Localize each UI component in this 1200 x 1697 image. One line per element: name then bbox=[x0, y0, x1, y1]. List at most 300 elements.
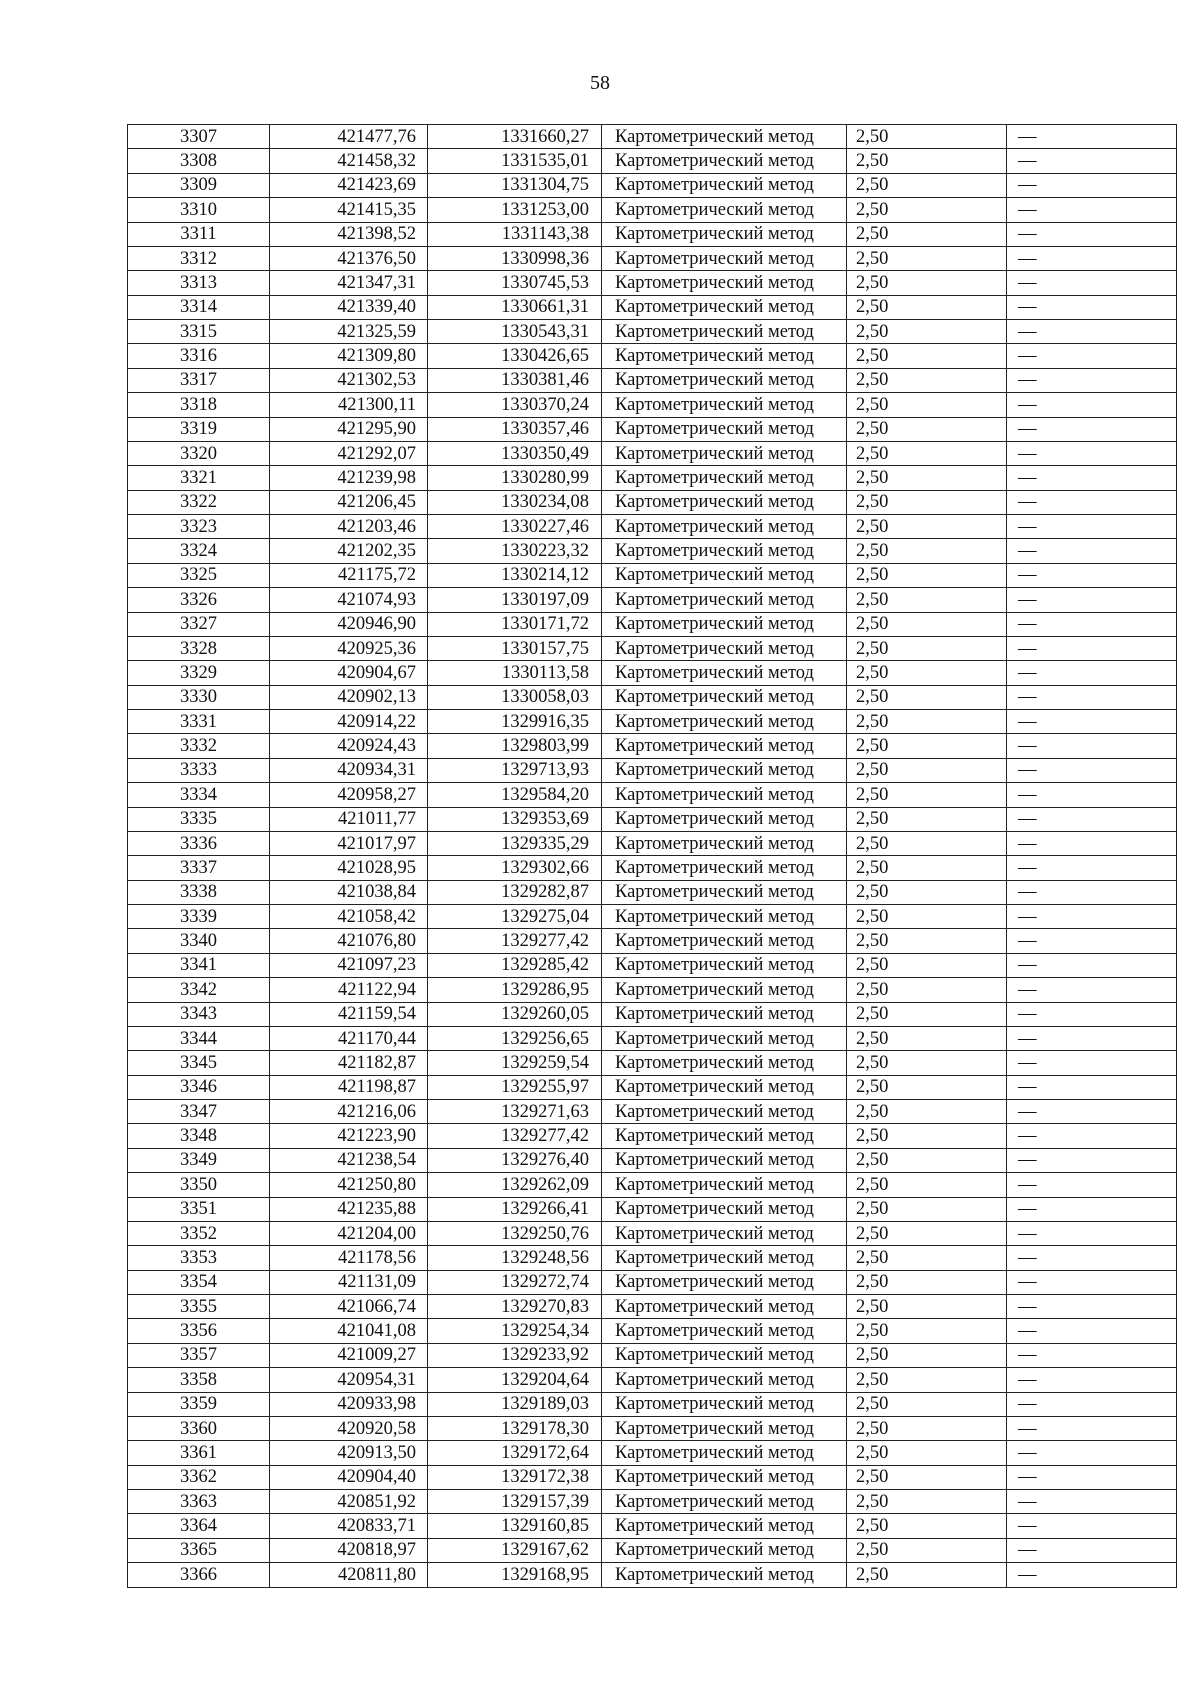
accuracy-cell: 2,50 bbox=[847, 1221, 1007, 1245]
accuracy-cell: 2,50 bbox=[847, 173, 1007, 197]
description-cell: — bbox=[1007, 1124, 1177, 1148]
y-coordinate-cell: 1329266,41 bbox=[428, 1197, 602, 1221]
table-row bbox=[128, 1002, 1177, 1026]
y-coordinate-cell: 1330197,09 bbox=[428, 588, 602, 612]
x-coordinate-cell: 421216,06 bbox=[270, 1100, 428, 1124]
x-coordinate-cell: 421202,35 bbox=[270, 539, 428, 563]
accuracy-cell: 2,50 bbox=[847, 1100, 1007, 1124]
table-row bbox=[128, 295, 1177, 319]
table-row bbox=[128, 1100, 1177, 1124]
description-cell: — bbox=[1007, 490, 1177, 514]
x-coordinate-cell: 421339,40 bbox=[270, 295, 428, 319]
method-cell: Картометрический метод bbox=[602, 149, 847, 173]
description-cell: — bbox=[1007, 1538, 1177, 1562]
description-cell: — bbox=[1007, 710, 1177, 734]
method-cell: Картометрический метод bbox=[602, 685, 847, 709]
table-row bbox=[128, 1051, 1177, 1075]
table-row bbox=[128, 271, 1177, 295]
description-cell: — bbox=[1007, 1173, 1177, 1197]
point-number-cell: 3320 bbox=[128, 441, 270, 465]
y-coordinate-cell: 1329204,64 bbox=[428, 1368, 602, 1392]
y-coordinate-cell: 1329233,92 bbox=[428, 1343, 602, 1367]
accuracy-cell: 2,50 bbox=[847, 1538, 1007, 1562]
point-number-cell: 3366 bbox=[128, 1563, 270, 1587]
table-row bbox=[128, 905, 1177, 929]
y-coordinate-cell: 1329157,39 bbox=[428, 1490, 602, 1514]
y-coordinate-cell: 1331304,75 bbox=[428, 173, 602, 197]
x-coordinate-cell: 421058,42 bbox=[270, 905, 428, 929]
y-coordinate-cell: 1329916,35 bbox=[428, 710, 602, 734]
x-coordinate-cell: 420934,31 bbox=[270, 758, 428, 782]
y-coordinate-cell: 1330227,46 bbox=[428, 515, 602, 539]
y-coordinate-cell: 1329275,04 bbox=[428, 905, 602, 929]
table-row bbox=[128, 929, 1177, 953]
x-coordinate-cell: 421074,93 bbox=[270, 588, 428, 612]
accuracy-cell: 2,50 bbox=[847, 929, 1007, 953]
y-coordinate-cell: 1329803,99 bbox=[428, 734, 602, 758]
y-coordinate-cell: 1330370,24 bbox=[428, 393, 602, 417]
method-cell: Картометрический метод bbox=[602, 344, 847, 368]
y-coordinate-cell: 1330058,03 bbox=[428, 685, 602, 709]
description-cell: — bbox=[1007, 636, 1177, 660]
table-row bbox=[128, 466, 1177, 490]
x-coordinate-cell: 421250,80 bbox=[270, 1173, 428, 1197]
x-coordinate-cell: 421235,88 bbox=[270, 1197, 428, 1221]
point-number-cell: 3307 bbox=[128, 125, 270, 149]
table-row bbox=[128, 1368, 1177, 1392]
point-number-cell: 3347 bbox=[128, 1100, 270, 1124]
table-row bbox=[128, 1148, 1177, 1172]
method-cell: Картометрический метод bbox=[602, 1051, 847, 1075]
accuracy-cell: 2,50 bbox=[847, 783, 1007, 807]
table-row bbox=[128, 393, 1177, 417]
description-cell: — bbox=[1007, 125, 1177, 149]
y-coordinate-cell: 1329189,03 bbox=[428, 1392, 602, 1416]
point-number-cell: 3325 bbox=[128, 563, 270, 587]
y-coordinate-cell: 1331253,00 bbox=[428, 198, 602, 222]
accuracy-cell: 2,50 bbox=[847, 880, 1007, 904]
description-cell: — bbox=[1007, 1416, 1177, 1440]
point-number-cell: 3348 bbox=[128, 1124, 270, 1148]
description-cell: — bbox=[1007, 539, 1177, 563]
method-cell: Картометрический метод bbox=[602, 1075, 847, 1099]
method-cell: Картометрический метод bbox=[602, 831, 847, 855]
table-row bbox=[128, 612, 1177, 636]
table-row bbox=[128, 441, 1177, 465]
y-coordinate-cell: 1329256,65 bbox=[428, 1026, 602, 1050]
point-number-cell: 3339 bbox=[128, 905, 270, 929]
description-cell: — bbox=[1007, 417, 1177, 441]
x-coordinate-cell: 421131,09 bbox=[270, 1270, 428, 1294]
method-cell: Картометрический метод bbox=[602, 125, 847, 149]
x-coordinate-cell: 421204,00 bbox=[270, 1221, 428, 1245]
point-number-cell: 3345 bbox=[128, 1051, 270, 1075]
accuracy-cell: 2,50 bbox=[847, 856, 1007, 880]
description-cell: — bbox=[1007, 1026, 1177, 1050]
x-coordinate-cell: 421300,11 bbox=[270, 393, 428, 417]
y-coordinate-cell: 1330234,08 bbox=[428, 490, 602, 514]
y-coordinate-cell: 1330357,46 bbox=[428, 417, 602, 441]
x-coordinate-cell: 421309,80 bbox=[270, 344, 428, 368]
x-coordinate-cell: 420902,13 bbox=[270, 685, 428, 709]
point-number-cell: 3318 bbox=[128, 393, 270, 417]
table-row bbox=[128, 1075, 1177, 1099]
table-row bbox=[128, 1270, 1177, 1294]
table-row bbox=[128, 783, 1177, 807]
coordinates-table-body bbox=[128, 125, 1177, 1588]
table-row bbox=[128, 417, 1177, 441]
method-cell: Картометрический метод bbox=[602, 880, 847, 904]
method-cell: Картометрический метод bbox=[602, 1441, 847, 1465]
accuracy-cell: 2,50 bbox=[847, 198, 1007, 222]
x-coordinate-cell: 420913,50 bbox=[270, 1441, 428, 1465]
table-row bbox=[128, 539, 1177, 563]
x-coordinate-cell: 421203,46 bbox=[270, 515, 428, 539]
y-coordinate-cell: 1330350,49 bbox=[428, 441, 602, 465]
method-cell: Картометрический метод bbox=[602, 490, 847, 514]
coordinates-table bbox=[127, 124, 1177, 1588]
method-cell: Картометрический метод bbox=[602, 1416, 847, 1440]
description-cell: — bbox=[1007, 1441, 1177, 1465]
accuracy-cell: 2,50 bbox=[847, 149, 1007, 173]
accuracy-cell: 2,50 bbox=[847, 1319, 1007, 1343]
accuracy-cell: 2,50 bbox=[847, 1392, 1007, 1416]
y-coordinate-cell: 1329168,95 bbox=[428, 1563, 602, 1587]
table-row bbox=[128, 246, 1177, 270]
method-cell: Картометрический метод bbox=[602, 515, 847, 539]
accuracy-cell: 2,50 bbox=[847, 1002, 1007, 1026]
point-number-cell: 3316 bbox=[128, 344, 270, 368]
y-coordinate-cell: 1329262,09 bbox=[428, 1173, 602, 1197]
accuracy-cell: 2,50 bbox=[847, 1416, 1007, 1440]
x-coordinate-cell: 421292,07 bbox=[270, 441, 428, 465]
x-coordinate-cell: 421398,52 bbox=[270, 222, 428, 246]
method-cell: Картометрический метод bbox=[602, 320, 847, 344]
point-number-cell: 3314 bbox=[128, 295, 270, 319]
accuracy-cell: 2,50 bbox=[847, 588, 1007, 612]
x-coordinate-cell: 421206,45 bbox=[270, 490, 428, 514]
method-cell: Картометрический метод bbox=[602, 856, 847, 880]
table-row bbox=[128, 1173, 1177, 1197]
y-coordinate-cell: 1329713,93 bbox=[428, 758, 602, 782]
description-cell: — bbox=[1007, 734, 1177, 758]
method-cell: Картометрический метод bbox=[602, 758, 847, 782]
y-coordinate-cell: 1331535,01 bbox=[428, 149, 602, 173]
x-coordinate-cell: 421458,32 bbox=[270, 149, 428, 173]
method-cell: Картометрический метод bbox=[602, 563, 847, 587]
point-number-cell: 3342 bbox=[128, 978, 270, 1002]
point-number-cell: 3357 bbox=[128, 1343, 270, 1367]
accuracy-cell: 2,50 bbox=[847, 539, 1007, 563]
description-cell: — bbox=[1007, 222, 1177, 246]
description-cell: — bbox=[1007, 1221, 1177, 1245]
y-coordinate-cell: 1330171,72 bbox=[428, 612, 602, 636]
table-row bbox=[128, 1197, 1177, 1221]
x-coordinate-cell: 421009,27 bbox=[270, 1343, 428, 1367]
table-row bbox=[128, 710, 1177, 734]
point-number-cell: 3309 bbox=[128, 173, 270, 197]
method-cell: Картометрический метод bbox=[602, 222, 847, 246]
table-row bbox=[128, 1246, 1177, 1270]
method-cell: Картометрический метод bbox=[602, 734, 847, 758]
accuracy-cell: 2,50 bbox=[847, 441, 1007, 465]
point-number-cell: 3327 bbox=[128, 612, 270, 636]
method-cell: Картометрический метод bbox=[602, 1319, 847, 1343]
table-row bbox=[128, 880, 1177, 904]
y-coordinate-cell: 1329260,05 bbox=[428, 1002, 602, 1026]
description-cell: — bbox=[1007, 807, 1177, 831]
x-coordinate-cell: 421295,90 bbox=[270, 417, 428, 441]
x-coordinate-cell: 421028,95 bbox=[270, 856, 428, 880]
method-cell: Картометрический метод bbox=[602, 1221, 847, 1245]
y-coordinate-cell: 1330543,31 bbox=[428, 320, 602, 344]
description-cell: — bbox=[1007, 1514, 1177, 1538]
method-cell: Картометрический метод bbox=[602, 1246, 847, 1270]
y-coordinate-cell: 1329250,76 bbox=[428, 1221, 602, 1245]
x-coordinate-cell: 421041,08 bbox=[270, 1319, 428, 1343]
table-row bbox=[128, 368, 1177, 392]
x-coordinate-cell: 420946,90 bbox=[270, 612, 428, 636]
y-coordinate-cell: 1330426,65 bbox=[428, 344, 602, 368]
method-cell: Картометрический метод bbox=[602, 173, 847, 197]
y-coordinate-cell: 1329255,97 bbox=[428, 1075, 602, 1099]
table-row bbox=[128, 173, 1177, 197]
point-number-cell: 3349 bbox=[128, 1148, 270, 1172]
x-coordinate-cell: 421076,80 bbox=[270, 929, 428, 953]
accuracy-cell: 2,50 bbox=[847, 1368, 1007, 1392]
point-number-cell: 3364 bbox=[128, 1514, 270, 1538]
point-number-cell: 3350 bbox=[128, 1173, 270, 1197]
y-coordinate-cell: 1330998,36 bbox=[428, 246, 602, 270]
description-cell: — bbox=[1007, 344, 1177, 368]
x-coordinate-cell: 421017,97 bbox=[270, 831, 428, 855]
accuracy-cell: 2,50 bbox=[847, 1270, 1007, 1294]
point-number-cell: 3336 bbox=[128, 831, 270, 855]
method-cell: Картометрический метод bbox=[602, 539, 847, 563]
method-cell: Картометрический метод bbox=[602, 1270, 847, 1294]
point-number-cell: 3361 bbox=[128, 1441, 270, 1465]
y-coordinate-cell: 1329302,66 bbox=[428, 856, 602, 880]
table-row bbox=[128, 1490, 1177, 1514]
point-number-cell: 3338 bbox=[128, 880, 270, 904]
point-number-cell: 3341 bbox=[128, 953, 270, 977]
table-row bbox=[128, 515, 1177, 539]
y-coordinate-cell: 1329584,20 bbox=[428, 783, 602, 807]
point-number-cell: 3321 bbox=[128, 466, 270, 490]
point-number-cell: 3322 bbox=[128, 490, 270, 514]
y-coordinate-cell: 1329277,42 bbox=[428, 1124, 602, 1148]
x-coordinate-cell: 421170,44 bbox=[270, 1026, 428, 1050]
point-number-cell: 3335 bbox=[128, 807, 270, 831]
point-number-cell: 3331 bbox=[128, 710, 270, 734]
point-number-cell: 3351 bbox=[128, 1197, 270, 1221]
y-coordinate-cell: 1329276,40 bbox=[428, 1148, 602, 1172]
table-row bbox=[128, 149, 1177, 173]
accuracy-cell: 2,50 bbox=[847, 1295, 1007, 1319]
description-cell: — bbox=[1007, 295, 1177, 319]
description-cell: — bbox=[1007, 1270, 1177, 1294]
accuracy-cell: 2,50 bbox=[847, 831, 1007, 855]
accuracy-cell: 2,50 bbox=[847, 466, 1007, 490]
accuracy-cell: 2,50 bbox=[847, 417, 1007, 441]
table-row bbox=[128, 1416, 1177, 1440]
y-coordinate-cell: 1329285,42 bbox=[428, 953, 602, 977]
method-cell: Картометрический метод bbox=[602, 441, 847, 465]
x-coordinate-cell: 421011,77 bbox=[270, 807, 428, 831]
x-coordinate-cell: 421122,94 bbox=[270, 978, 428, 1002]
point-number-cell: 3317 bbox=[128, 368, 270, 392]
table-row bbox=[128, 320, 1177, 344]
description-cell: — bbox=[1007, 1319, 1177, 1343]
y-coordinate-cell: 1329353,69 bbox=[428, 807, 602, 831]
method-cell: Картометрический метод bbox=[602, 1124, 847, 1148]
method-cell: Картометрический метод bbox=[602, 710, 847, 734]
description-cell: — bbox=[1007, 905, 1177, 929]
x-coordinate-cell: 420954,31 bbox=[270, 1368, 428, 1392]
point-number-cell: 3362 bbox=[128, 1465, 270, 1489]
table-row bbox=[128, 1563, 1177, 1587]
table-row bbox=[128, 1392, 1177, 1416]
table-row bbox=[128, 831, 1177, 855]
method-cell: Картометрический метод bbox=[602, 1465, 847, 1489]
method-cell: Картометрический метод bbox=[602, 807, 847, 831]
description-cell: — bbox=[1007, 856, 1177, 880]
description-cell: — bbox=[1007, 1295, 1177, 1319]
description-cell: — bbox=[1007, 1100, 1177, 1124]
x-coordinate-cell: 421239,98 bbox=[270, 466, 428, 490]
x-coordinate-cell: 420811,80 bbox=[270, 1563, 428, 1587]
point-number-cell: 3315 bbox=[128, 320, 270, 344]
description-cell: — bbox=[1007, 612, 1177, 636]
description-cell: — bbox=[1007, 929, 1177, 953]
accuracy-cell: 2,50 bbox=[847, 710, 1007, 734]
point-number-cell: 3330 bbox=[128, 685, 270, 709]
y-coordinate-cell: 1329272,74 bbox=[428, 1270, 602, 1294]
method-cell: Картометрический метод bbox=[602, 953, 847, 977]
point-number-cell: 3359 bbox=[128, 1392, 270, 1416]
table-row bbox=[128, 734, 1177, 758]
x-coordinate-cell: 420920,58 bbox=[270, 1416, 428, 1440]
description-cell: — bbox=[1007, 953, 1177, 977]
method-cell: Картометрический метод bbox=[602, 978, 847, 1002]
point-number-cell: 3352 bbox=[128, 1221, 270, 1245]
accuracy-cell: 2,50 bbox=[847, 246, 1007, 270]
table-row bbox=[128, 1319, 1177, 1343]
x-coordinate-cell: 420904,40 bbox=[270, 1465, 428, 1489]
x-coordinate-cell: 420924,43 bbox=[270, 734, 428, 758]
method-cell: Картометрический метод bbox=[602, 1514, 847, 1538]
accuracy-cell: 2,50 bbox=[847, 125, 1007, 149]
accuracy-cell: 2,50 bbox=[847, 1124, 1007, 1148]
description-cell: — bbox=[1007, 1392, 1177, 1416]
x-coordinate-cell: 421238,54 bbox=[270, 1148, 428, 1172]
x-coordinate-cell: 421097,23 bbox=[270, 953, 428, 977]
accuracy-cell: 2,50 bbox=[847, 661, 1007, 685]
method-cell: Картометрический метод bbox=[602, 466, 847, 490]
accuracy-cell: 2,50 bbox=[847, 807, 1007, 831]
table-row bbox=[128, 344, 1177, 368]
accuracy-cell: 2,50 bbox=[847, 953, 1007, 977]
method-cell: Картометрический метод bbox=[602, 1392, 847, 1416]
description-cell: — bbox=[1007, 1563, 1177, 1587]
point-number-cell: 3310 bbox=[128, 198, 270, 222]
description-cell: — bbox=[1007, 1343, 1177, 1367]
method-cell: Картометрический метод bbox=[602, 661, 847, 685]
method-cell: Картометрический метод bbox=[602, 246, 847, 270]
method-cell: Картометрический метод bbox=[602, 1343, 847, 1367]
description-cell: — bbox=[1007, 246, 1177, 270]
description-cell: — bbox=[1007, 1490, 1177, 1514]
point-number-cell: 3337 bbox=[128, 856, 270, 880]
y-coordinate-cell: 1330113,58 bbox=[428, 661, 602, 685]
table-row bbox=[128, 807, 1177, 831]
x-coordinate-cell: 420933,98 bbox=[270, 1392, 428, 1416]
point-number-cell: 3311 bbox=[128, 222, 270, 246]
y-coordinate-cell: 1330223,32 bbox=[428, 539, 602, 563]
accuracy-cell: 2,50 bbox=[847, 636, 1007, 660]
method-cell: Картометрический метод bbox=[602, 905, 847, 929]
description-cell: — bbox=[1007, 783, 1177, 807]
accuracy-cell: 2,50 bbox=[847, 490, 1007, 514]
table-row bbox=[128, 758, 1177, 782]
description-cell: — bbox=[1007, 149, 1177, 173]
point-number-cell: 3324 bbox=[128, 539, 270, 563]
method-cell: Картометрический метод bbox=[602, 783, 847, 807]
accuracy-cell: 2,50 bbox=[847, 1246, 1007, 1270]
accuracy-cell: 2,50 bbox=[847, 1514, 1007, 1538]
table-row bbox=[128, 1514, 1177, 1538]
description-cell: — bbox=[1007, 1197, 1177, 1221]
description-cell: — bbox=[1007, 685, 1177, 709]
description-cell: — bbox=[1007, 198, 1177, 222]
description-cell: — bbox=[1007, 271, 1177, 295]
description-cell: — bbox=[1007, 588, 1177, 612]
description-cell: — bbox=[1007, 758, 1177, 782]
description-cell: — bbox=[1007, 1246, 1177, 1270]
point-number-cell: 3354 bbox=[128, 1270, 270, 1294]
accuracy-cell: 2,50 bbox=[847, 320, 1007, 344]
x-coordinate-cell: 420833,71 bbox=[270, 1514, 428, 1538]
point-number-cell: 3343 bbox=[128, 1002, 270, 1026]
description-cell: — bbox=[1007, 978, 1177, 1002]
x-coordinate-cell: 421376,50 bbox=[270, 246, 428, 270]
x-coordinate-cell: 421182,87 bbox=[270, 1051, 428, 1075]
method-cell: Картометрический метод bbox=[602, 588, 847, 612]
description-cell: — bbox=[1007, 515, 1177, 539]
table-row bbox=[128, 856, 1177, 880]
method-cell: Картометрический метод bbox=[602, 1026, 847, 1050]
table-row bbox=[128, 1343, 1177, 1367]
y-coordinate-cell: 1330214,12 bbox=[428, 563, 602, 587]
description-cell: — bbox=[1007, 368, 1177, 392]
x-coordinate-cell: 420925,36 bbox=[270, 636, 428, 660]
table-row bbox=[128, 563, 1177, 587]
accuracy-cell: 2,50 bbox=[847, 1465, 1007, 1489]
description-cell: — bbox=[1007, 393, 1177, 417]
table-row bbox=[128, 1026, 1177, 1050]
accuracy-cell: 2,50 bbox=[847, 271, 1007, 295]
table-row bbox=[128, 685, 1177, 709]
description-cell: — bbox=[1007, 880, 1177, 904]
method-cell: Картометрический метод bbox=[602, 929, 847, 953]
point-number-cell: 3358 bbox=[128, 1368, 270, 1392]
method-cell: Картометрический метод bbox=[602, 393, 847, 417]
y-coordinate-cell: 1330157,75 bbox=[428, 636, 602, 660]
table-row bbox=[128, 636, 1177, 660]
point-number-cell: 3346 bbox=[128, 1075, 270, 1099]
method-cell: Картометрический метод bbox=[602, 636, 847, 660]
y-coordinate-cell: 1329335,29 bbox=[428, 831, 602, 855]
